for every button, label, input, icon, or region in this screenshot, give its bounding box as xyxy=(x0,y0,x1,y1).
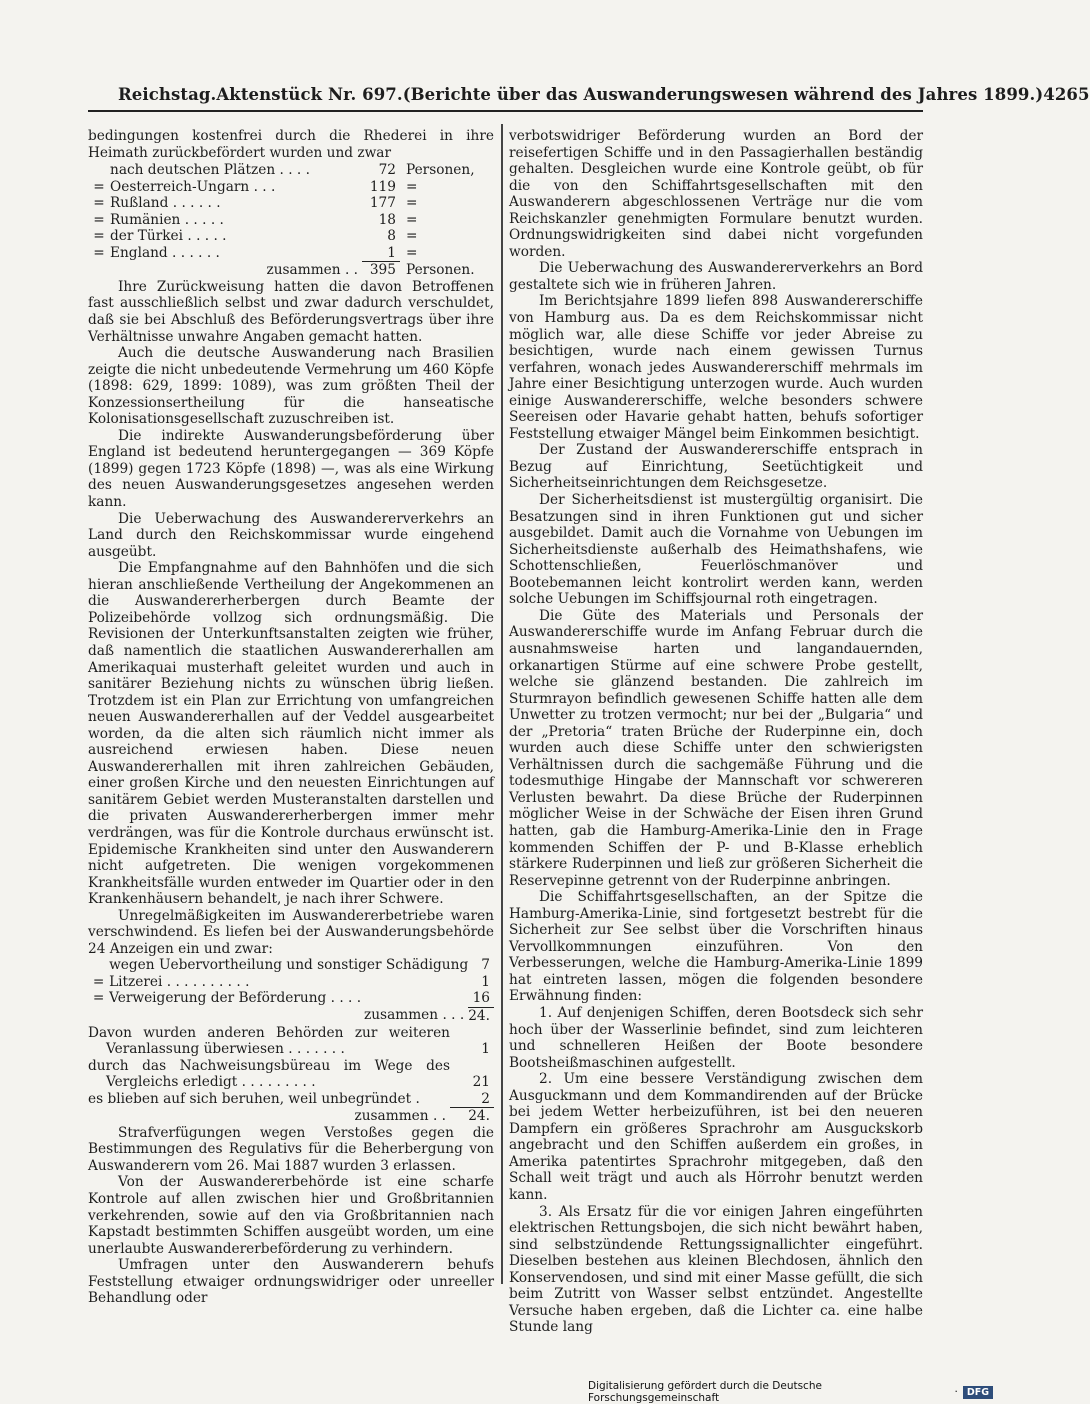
row-label-text: Rußland xyxy=(110,195,169,212)
list-item: 2. Um eine bessere Verständigung zwischen dem Ausguckmann und dem Kommandirenden auf der Brücke bei jedem Wetter herbeizuführen, ist bei den neueren Dampfern ein größeres Sprachrohr am Ausguckskorb angebracht und den Schiffen außerdem ein großes, in Amerika patentirtes Sprachrohr mitgegeben, daß den Schall weit trägt und auch als Hörrohr benutzt werden kann. xyxy=(509,1071,923,1203)
row-label-text: wegen Uebervortheilung und sonstiger Schädigung xyxy=(109,957,469,974)
page-footer: Digitalisierung gefördert durch die Deutsche Forschungsgemeinschaft · DFG xyxy=(588,1380,993,1404)
paragraph: Der Zustand der Auswandererschiffe entsprach in Bezug auf Einrichtung, Seetüchtigkeit und Sicherheitseinrichtungen dem Reichsgesetze. xyxy=(509,442,923,492)
sum-label: zusammen xyxy=(354,1107,429,1124)
sum-label: zusammen xyxy=(364,1007,439,1024)
ditto-mark: = xyxy=(93,211,105,228)
table-row xyxy=(88,974,494,991)
header-doc-number: Aktenstück Nr. 697. xyxy=(216,85,403,104)
table-row xyxy=(88,1058,494,1091)
header-rule xyxy=(88,110,923,112)
paragraph: Strafverfügungen wegen Verstoßes gegen die Bestimmungen des Regulativs für die Beherbergung von Auswanderern vom 26. Mai 1887 wurden 3 erlassen. xyxy=(88,1124,494,1174)
table-row xyxy=(88,245,494,262)
paragraph: Auch die deutsche Auswanderung nach Brasilien zeigte die nicht unbedeutende Vermehrung um 460 Köpfe (1898: 629, 1899: 1089), was zum größten Theil der Konzessionsertheilung für die hanseatische Kolonisationsgesellschaft zuzuschreiben ist. xyxy=(88,345,494,428)
row-label xyxy=(110,228,362,245)
table-row xyxy=(88,179,494,196)
paragraph: Die indirekte Auswanderungsbeförderung über England ist bedeutend heruntergegangen — 369 Köpfe (1899) gegen 1723 Köpfe (1898) —, was als eine Wirkung des neuen Auswanderungsgesetzes angesehen werden kann. xyxy=(88,427,494,511)
leader-dots: . . . . . . xyxy=(167,244,220,261)
dfg-logo: DFG xyxy=(963,1386,993,1399)
table-row xyxy=(88,228,494,245)
row-value: 8 xyxy=(387,228,396,245)
row-label-text: Oesterreich-Ungarn xyxy=(110,178,250,195)
row-label-text: Rumänien xyxy=(110,211,181,228)
leader-dots: . xyxy=(411,1090,420,1107)
row-label-text: durch das Nachweisungsbüreau im Wege des Vergleichs erledigt xyxy=(88,1057,450,1091)
row-label xyxy=(110,245,362,262)
paragraph: Umfragen unter den Auswanderern behufs Feststellung etwaiger ordnungswidriger oder unreeller Behandlung oder xyxy=(88,1257,494,1307)
paragraph: Die Schiffahrtsgesellschaften, an der Spitze die Hamburg-Amerika-Linie, sind fortgesetzt bestrebt für die Sicherheit zur See selbst über die Vorschriften hinaus Vervollkommnungen einzuführen. Von den Verbesserungen, welche die Hamburg-Amerika-Linie 1899 hat eintreten lassen, mögen die folgenden besondere Erwähnung finden: xyxy=(509,889,923,1005)
row-label xyxy=(109,974,468,991)
ditto-mark xyxy=(88,162,110,179)
paragraph: Im Berichtsjahre 1899 liefen 898 Auswandererschiffe von Hamburg aus. Da es dem Reichskommissar nicht möglich war, alle diese Schiffe vor jeder Abreise zu besichtigen, wurde nach einem gewissen Turnus verfahren, wonach jedes Auswandererschiff mehrmals im Jahre einer Besichtigung unterzogen wurde. Auch wurden einige Auswandererschiffe, welche besonders schwere Seereisen oder Havarie gehabt hatten, behufs sofortiger Feststellung etwaiger Mängel beim Einkommen besichtigt. xyxy=(509,293,923,442)
table-row xyxy=(88,162,494,179)
rejection-table xyxy=(88,162,494,279)
row-label xyxy=(88,1025,450,1058)
row-unit: Personen, xyxy=(405,162,475,179)
header-reichstag: Reichstag. xyxy=(118,85,217,104)
table-row xyxy=(88,1025,494,1058)
row-label xyxy=(110,212,362,229)
row-value: 119 xyxy=(369,178,396,195)
row-label xyxy=(109,990,468,1007)
paragraph: verbotswidriger Beförderung wurden an Bord der reisefertigen Schiffe und in den Passagierhallen beständig gehalten. Desgleichen wurde eine Kontrole geübt, ob für die von den Schiffahrtsgesellschaften mit den Auswanderern abgeschlossenen Verträge nur die vom Reichskanzler genehmigten Formulare benutzt wurden. Ordnungswidrigkeiten sind dabei nicht vorgefunden worden. xyxy=(509,128,923,260)
row-value: 177 xyxy=(369,195,396,212)
leader-dots: . . . xyxy=(249,178,276,195)
table-row xyxy=(88,212,494,229)
leader-dots: . . . . xyxy=(326,990,362,1007)
row-value: 1 xyxy=(387,244,396,261)
sum-value: 395 xyxy=(362,262,400,279)
row-label-text: es blieben auf sich beruhen, weil unbegründet xyxy=(88,1090,412,1107)
leader-dots: . . . . . . . xyxy=(283,1041,345,1058)
sum-label: zusammen xyxy=(266,261,341,278)
row-value: 21 xyxy=(472,1074,490,1091)
row-value: 1 xyxy=(481,1041,490,1058)
row-label xyxy=(88,1091,450,1108)
row-label xyxy=(110,195,362,212)
table-row xyxy=(88,1091,494,1108)
ditto-mark: = xyxy=(93,244,105,261)
sum-value: 24. xyxy=(468,1007,494,1024)
table-row xyxy=(88,957,494,974)
list-item: 3. Als Ersatz für die vor einigen Jahren eingeführten elektrischen Rettungsbojen, die sich nicht bewährt haben, sind selbstzündende Rettungssignallichter eingeführt. Dieselben bestehen aus kleinen Blechdosen, ähnlich den Konservendosen, und sind mit einer Masse gefüllt, die sich beim Zutritt von Wasser selbst entzündet. Angestellte Versuche haben ergeben, daß die Lichter ca. eine halbe Stunde lang xyxy=(509,1203,923,1336)
row-label xyxy=(110,179,362,196)
row-value: 72 xyxy=(378,162,396,179)
row-unit: = xyxy=(405,195,418,212)
row-value: 2 xyxy=(481,1090,490,1107)
row-unit: = xyxy=(405,244,418,261)
disposition-table xyxy=(88,1025,494,1125)
left-column xyxy=(88,128,494,1307)
sum-value: 24. xyxy=(450,1108,494,1125)
leader-dots: . . . . . . . . . xyxy=(237,1074,316,1091)
page-number: 4265 xyxy=(1043,85,1090,104)
paragraph: bedingungen kostenfrei durch die Rhederei in ihre Heimath zurückbefördert wurden und zwar xyxy=(88,128,494,161)
paragraph: Die Ueberwachung des Auswandererverkehrs an Bord gestaltete sich wie in früheren Jahren. xyxy=(509,260,923,293)
ditto-mark xyxy=(88,957,109,974)
row-value: 1 xyxy=(481,973,490,990)
ditto-mark: = xyxy=(93,178,105,195)
row-unit: = xyxy=(405,178,418,195)
paragraph: Ihre Zurückweisung hatten die davon Betroffenen fast ausschließlich selbst und zwar dadurch verschuldet, daß sie bei Abschluß des Beförderungsvertrags über ihre Verhältnisse unwahre Angaben gemacht hatten. xyxy=(88,278,494,345)
row-label-text: nach deutschen Plätzen xyxy=(110,162,276,179)
page-header xyxy=(118,85,1090,104)
row-value: 7 xyxy=(481,957,490,974)
ditto-mark: = xyxy=(93,228,105,245)
table-row xyxy=(88,195,494,212)
row-label-text: Davon wurden anderen Behörden zur weiteren Veranlassung überwiesen xyxy=(88,1024,450,1058)
table-sum-row: zusammen . . . 24. xyxy=(88,1007,494,1024)
right-column xyxy=(509,128,923,1336)
footer-credit: Digitalisierung gefördert durch die Deutsche Forschungsgemeinschaft xyxy=(588,1380,822,1404)
row-label-text: Litzerei xyxy=(109,973,163,990)
row-value: 16 xyxy=(472,990,490,1007)
row-unit: = xyxy=(405,211,418,228)
header-title: (Berichte über das Auswanderungswesen während des Jahres 1899.) xyxy=(402,85,1044,104)
table-sum-row: zusammen . . 24. xyxy=(88,1108,494,1125)
list-item: 1. Auf denjenigen Schiffen, deren Bootsdeck sich sehr hoch über der Wasserlinie befindet, sind zum leichteren und schnelleren Heißen der Boote besondere Bootsheißmaschinen aufgestellt. xyxy=(509,1004,923,1071)
leader-dots: . . . . . . xyxy=(168,195,221,212)
paragraph: Unregelmäßigkeiten im Auswandererbetriebe waren verschwindend. Es liefen bei der Auswanderungsbehörde 24 Anzeigen ein und zwar: xyxy=(88,907,494,957)
row-label-text: der Türkei xyxy=(110,228,184,245)
table-sum-row: zusammen . . 395 Personen. xyxy=(88,262,494,279)
row-label xyxy=(88,1058,450,1091)
paragraph: Die Güte des Materials und Personals der Auswandererschiffe wurde im Anfang Februar durch die ausnahmsweise harten und langandauernden, orkanartigen Stürme auf eine schwere Probe gestellt, welche sie glänzend bestanden. Die zahlreich im Sturmrayon befindlich gewesenen Schiffe hatten alle dem Unwetter zu trotzen vermocht; nur bei der „Bulgaria“ und der „Pretoria“ traten Brüche der Ruderpinne ein, doch wurden auch diese Schiffe unter den schwierigsten Verhältnissen durch die sachgemäße Führung und die todesmuthige Hingabe der Mannschaft vor schwereren Verlusten bewahrt. Da diese Brüche der Ruderpinnen möglicher Weise in der Schwäche der Eisen ihren Grund hatten, gab die Hamburg-Amerika-Linie den in Frage kommenden Schiffen der P- und B-Klasse erheblich stärkere Ruderpinnen und ließ zur größeren Sicherheit die Reservepinne getrennt von der Ruderpinne anbringen. xyxy=(509,607,923,889)
paragraph: Die Ueberwachung des Auswandererverkehrs an Land durch den Reichskommissar wurde eingehend ausgeübt. xyxy=(88,510,494,560)
row-label xyxy=(110,162,362,179)
ditto-mark: = xyxy=(92,990,105,1007)
ditto-mark: = xyxy=(92,973,105,990)
column-divider xyxy=(501,124,503,1284)
sum-unit: Personen. xyxy=(405,261,475,278)
row-label xyxy=(109,957,468,974)
paragraph: Der Sicherheitsdienst ist mustergültig organisirt. Die Besatzungen sind in ihren Funktionen gut und sicher ausgebildet. Damit auch die Vornahme von Uebungen im Sicherheitsdienste außerhalb des Heimathshafens, wie Schottenschließen, Feuerlöschmanöver und Bootebemannen leicht kontrolirt werden kann, werden solche Uebungen im Schiffsjournal roth eingetragen. xyxy=(509,492,923,608)
row-label-text: England xyxy=(110,244,168,261)
row-unit: = xyxy=(405,228,418,245)
ditto-mark: = xyxy=(93,195,105,212)
table-row xyxy=(88,990,494,1007)
row-label-text: Verweigerung der Beförderung xyxy=(109,990,327,1007)
paragraph: Von der Auswandererbehörde ist eine scharfe Kontrole auf allen zwischen hier und Großbritannien verkehrenden, sowie auf den via Großbritannien nach Kapstadt bestimmten Schiffen ausgeübt worden, um eine unerlaubte Auswandererbeförderung zu verhindern. xyxy=(88,1174,494,1257)
row-value: 18 xyxy=(378,211,396,228)
leader-dots: . . . . . xyxy=(180,211,224,228)
leader-dots: . . . . xyxy=(275,162,310,179)
complaints-table xyxy=(88,957,494,1024)
leader-dots: . . . . . xyxy=(183,228,227,245)
paragraph: Die Empfangnahme auf den Bahnhöfen und die sich hieran anschließende Vertheilung der Angekommenen an die Auswandererherbergen durch Beamte der Polizeibehörde vollzog sich ordnungsmäßig. Die Revisionen der Unterkunftsanstalten zeigten wie früher, daß namentlich die staatlichen Auswandererhallen am Amerikaquai musterhaft geleitet wurden und auch in sanitärer Beziehung nichts zu wünschen übrig ließen. Trotzdem ist ein Plan zur Errichtung von umfangreichen neuen Auswandererhallen auf der Veddel ausgearbeitet worden, da die alten sich räumlich nicht immer als ausreichend erwiesen haben. Diese neuen Auswandererhallen mit ihren zahlreichen Gebäuden, einer großen Kirche und den neuesten Einrichtungen auf sanitärem Gebiet werden Musteranstalten darstellen und die privaten Auswandererherbergen immer mehr verdrängen, was für die Kontrole durchaus erwünscht ist. Epidemische Krankheiten sind unter den Auswanderern nicht aufgetreten. Die wenigen vorgekommenen Krankheitsfälle wurden entweder im Quartier oder in den Krankenhäusern behandelt, je nach ihrer Schwere. xyxy=(88,560,494,908)
leader-dots: . . . . . . . . . . xyxy=(162,973,250,990)
